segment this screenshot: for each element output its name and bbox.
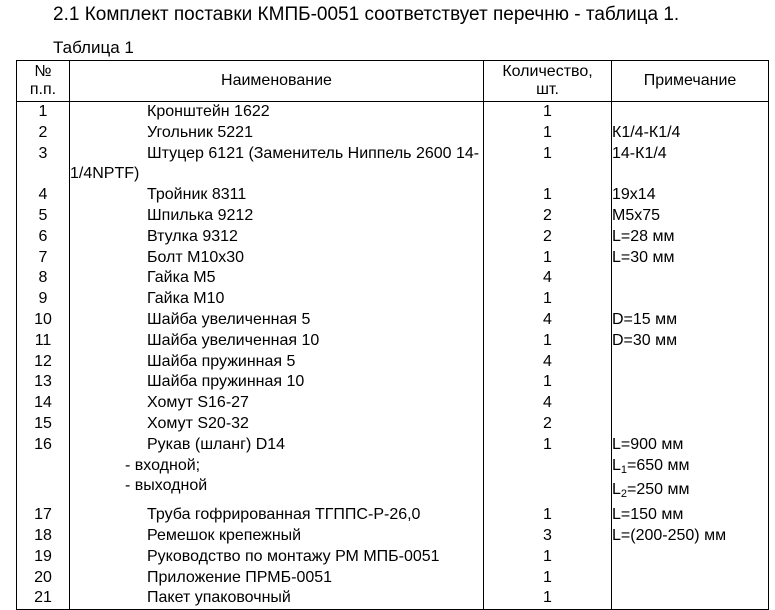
quantity-cell (484, 526, 612, 547)
quantity-cell (484, 310, 612, 331)
item-subpart-name: - входной; (125, 456, 201, 474)
note-text: L=(200-250) мм (612, 526, 727, 544)
table-row (17, 568, 769, 589)
row-number-cell (17, 568, 70, 589)
quantity: 1 (543, 506, 552, 524)
table-row (17, 414, 769, 435)
row-number-cell (17, 102, 70, 123)
row-number: 5 (38, 206, 48, 224)
row-number: 6 (38, 227, 48, 245)
note-text (612, 268, 768, 289)
column-header-num (17, 61, 70, 102)
note-text: $L_2=250$ мм (612, 481, 690, 501)
row-number-cell (17, 268, 70, 289)
table-body (17, 102, 769, 610)
quantity-cell (484, 435, 612, 505)
item-name-cell (70, 547, 484, 568)
row-number-cell (17, 414, 70, 435)
row-number: 17 (34, 506, 52, 524)
row-number: 18 (34, 526, 52, 544)
section-heading: 2.1 Комплект поставки КМПБ-0051 соответствует перечню - таблица 1. (53, 4, 680, 25)
item-name: Шайба увеличенная 5 (147, 310, 311, 328)
quantity: 2 (543, 227, 552, 245)
item-name: Пакет упаковочный (147, 589, 291, 607)
quantity: 4 (543, 394, 552, 412)
note-cell (612, 393, 769, 414)
item-name-cell (70, 123, 484, 144)
quantity-cell (484, 352, 612, 373)
table-row (17, 289, 769, 310)
note-text (612, 414, 768, 435)
quantity: 1 (543, 435, 552, 453)
table-row (17, 268, 769, 289)
item-name-cell (70, 331, 484, 352)
note-text: L=30 мм (612, 248, 675, 266)
row-number: 9 (38, 290, 48, 308)
item-name: Шайба пружинная 5 (147, 352, 296, 370)
item-name-cell (70, 185, 484, 206)
item-name-cell (70, 435, 484, 505)
header-qty-text: Количество, шт. (502, 63, 593, 98)
quantity: 1 (543, 186, 552, 204)
row-number-cell (17, 289, 70, 310)
note-cell (612, 372, 769, 393)
table-row (17, 435, 769, 505)
quantity-cell (484, 144, 612, 186)
note-text (612, 588, 768, 609)
item-name: Болт М10х30 (147, 248, 245, 266)
quantity-cell (484, 393, 612, 414)
row-number-cell (17, 310, 70, 331)
quantity: 3 (543, 526, 552, 544)
row-number-cell (17, 526, 70, 547)
row-number-cell (17, 435, 70, 505)
table-row (17, 505, 769, 526)
note-cell (612, 185, 769, 206)
item-name: Труба гофрированная ТГППС-Р-26,0 (147, 506, 421, 524)
item-name-cell (70, 289, 484, 310)
quantity-cell (484, 331, 612, 352)
note-text (612, 372, 768, 393)
row-number: 15 (34, 414, 52, 432)
row-number: 7 (38, 248, 48, 266)
note-text (612, 568, 768, 589)
quantity: 2 (543, 206, 552, 224)
item-name: Гайка М10 (147, 290, 225, 308)
row-number: 19 (34, 547, 52, 565)
item-subpart-name: - выходной (125, 477, 208, 495)
note-text: D=30 мм (612, 331, 678, 349)
quantity-cell (484, 102, 612, 123)
item-name: Угольник 5221 (147, 123, 253, 141)
note-text: К1/4-К1/4 (612, 123, 681, 141)
item-name: Руководство по монтажу РМ МПБ-0051 (147, 547, 440, 565)
quantity-cell (484, 588, 612, 609)
row-number: 14 (34, 394, 52, 412)
row-number: 1 (38, 103, 48, 120)
table-header-row (17, 61, 769, 102)
note-cell (612, 206, 769, 227)
table-row (17, 227, 769, 248)
item-name-cell (70, 268, 484, 289)
row-number: 3 (38, 144, 48, 162)
quantity: 1 (543, 290, 552, 308)
row-number-cell (17, 206, 70, 227)
quantity: 4 (543, 310, 552, 328)
quantity: 1 (543, 568, 552, 586)
quantity-cell (484, 289, 612, 310)
table-row (17, 123, 769, 144)
note-cell (612, 268, 769, 289)
quantity: 2 (543, 414, 552, 432)
quantity: 1 (543, 589, 552, 607)
row-number-cell (17, 123, 70, 144)
row-number-cell (17, 352, 70, 373)
column-header-note: Примечание (612, 61, 769, 102)
row-number: 8 (38, 269, 48, 287)
row-number-cell (17, 505, 70, 526)
note-text (612, 102, 768, 123)
quantity-cell (484, 547, 612, 568)
row-number: 16 (34, 435, 52, 453)
item-name: Хомут S16-27 (147, 394, 249, 412)
table-row (17, 144, 769, 186)
note-text (612, 289, 768, 310)
item-name: Хомут S20-32 (147, 414, 249, 432)
table-row (17, 331, 769, 352)
table-row (17, 310, 769, 331)
table-row (17, 352, 769, 373)
row-number-cell (17, 331, 70, 352)
quantity-cell (484, 568, 612, 589)
item-name-cell (70, 526, 484, 547)
note-cell (612, 526, 769, 547)
table-row (17, 372, 769, 393)
note-cell (612, 102, 769, 123)
note-cell (612, 289, 769, 310)
item-name-cell (70, 206, 484, 227)
quantity-cell (484, 227, 612, 248)
column-header-name: Наименование (70, 61, 484, 102)
quantity-cell (484, 185, 612, 206)
row-number-cell (17, 185, 70, 206)
quantity: 1 (543, 123, 552, 141)
item-name-cell (70, 414, 484, 435)
item-name-cell (70, 310, 484, 331)
quantity: 1 (543, 331, 552, 349)
item-name: Тройник 8311 (147, 186, 247, 204)
table-row (17, 526, 769, 547)
item-name: Шайба пружинная 10 (147, 373, 305, 391)
quantity: 1 (543, 103, 552, 120)
table-row (17, 588, 769, 609)
table-row (17, 393, 769, 414)
column-header-qty (484, 61, 612, 102)
row-number: 21 (34, 589, 52, 607)
note-cell (612, 227, 769, 248)
header-num-text: № п.п. (29, 63, 57, 98)
item-name: Шайба увеличенная 10 (147, 331, 320, 349)
quantity-cell (484, 123, 612, 144)
quantity-cell (484, 372, 612, 393)
row-number: 4 (38, 186, 48, 204)
row-number: 20 (34, 568, 52, 586)
quantity: 1 (543, 144, 552, 162)
table-caption: Таблица 1 (53, 38, 134, 57)
row-number-cell (17, 547, 70, 568)
note-text: $L_1=650$ мм (612, 456, 690, 476)
quantity-cell (484, 248, 612, 269)
item-name-cell (70, 102, 484, 123)
note-text (612, 352, 768, 373)
note-text: L=150 мм (612, 506, 684, 524)
delivery-set-table (16, 60, 769, 610)
item-name: Шпилька 9212 (147, 206, 254, 224)
item-name: Втулка 9312 (147, 227, 238, 245)
note-cell (612, 568, 769, 589)
item-name: Ремешок крепежный (147, 526, 302, 544)
note-cell (612, 588, 769, 609)
row-number: 12 (34, 352, 52, 370)
row-number-cell (17, 227, 70, 248)
note-cell (612, 310, 769, 331)
note-cell (612, 547, 769, 568)
note-cell (612, 331, 769, 352)
item-name: Кронштейн 1622 (147, 103, 270, 120)
note-text: L=28 мм (612, 227, 675, 245)
note-cell (612, 352, 769, 373)
note-cell (612, 505, 769, 526)
note-text: D=15 мм (612, 310, 678, 328)
item-name-cell (70, 505, 484, 526)
table-row (17, 248, 769, 269)
row-number: 13 (34, 373, 52, 391)
item-name-cell (70, 227, 484, 248)
note-subscript: 2 (620, 488, 628, 501)
row-number-cell (17, 144, 70, 186)
row-number-cell (17, 372, 70, 393)
item-name-cell (70, 588, 484, 609)
note-cell (612, 414, 769, 435)
quantity-cell (484, 414, 612, 435)
quantity-cell (484, 206, 612, 227)
row-number: 10 (34, 310, 52, 328)
row-number-cell (17, 588, 70, 609)
table-row (17, 206, 769, 227)
table-row (17, 547, 769, 568)
quantity-cell (484, 268, 612, 289)
quantity: 4 (543, 352, 552, 370)
item-name: Гайка М5 (147, 269, 216, 287)
note-subscript: 1 (620, 463, 628, 476)
quantity: 1 (543, 248, 552, 266)
item-name: Рукав (шланг) D14 (147, 435, 286, 453)
row-number-cell (17, 393, 70, 414)
note-text (612, 547, 768, 568)
note-text: 14-К1/4 (612, 144, 667, 162)
note-cell (612, 144, 769, 186)
item-name-cell (70, 568, 484, 589)
row-number-cell (17, 248, 70, 269)
item-name-cell (70, 248, 484, 269)
item-name: Штуцер 6121 (Заменитель Ниппель 2600 14-1/4NPTF) (70, 144, 480, 183)
item-name-cell (70, 393, 484, 414)
quantity-cell (484, 505, 612, 526)
note-text (612, 393, 768, 414)
table-row (17, 185, 769, 206)
row-number: 2 (38, 123, 48, 141)
note-text: М5х75 (612, 206, 661, 224)
note-cell (612, 435, 769, 505)
item-name-cell (70, 144, 484, 186)
quantity: 1 (543, 373, 552, 391)
note-cell (612, 248, 769, 269)
quantity: 1 (543, 547, 552, 565)
item-name: Приложение ПРМБ-0051 (147, 568, 333, 586)
item-name-cell (70, 372, 484, 393)
note-text: L=900 мм (612, 435, 684, 453)
note-cell (612, 123, 769, 144)
item-name-cell (70, 352, 484, 373)
table-row (17, 102, 769, 123)
quantity: 4 (543, 269, 552, 287)
row-number: 11 (34, 331, 52, 349)
note-text: 19x14 (612, 186, 656, 204)
